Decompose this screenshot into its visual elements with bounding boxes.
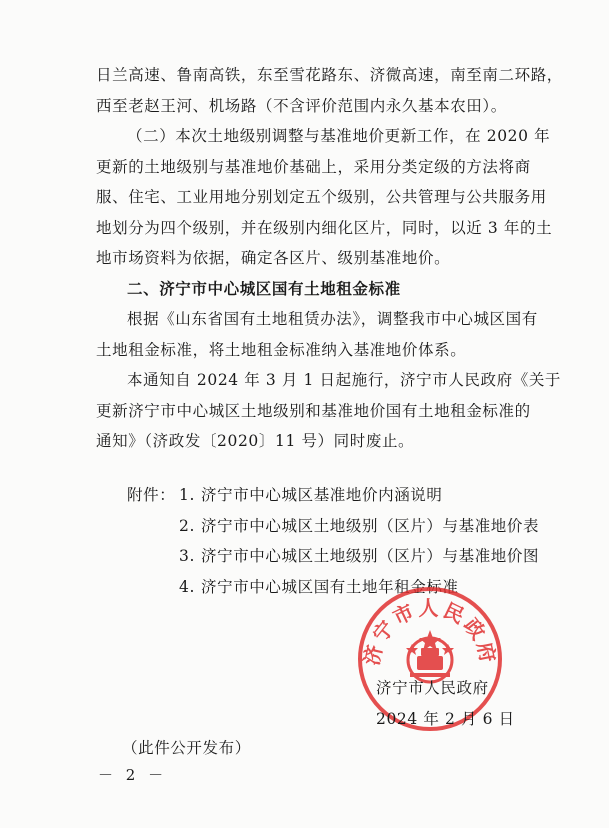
attachments-label: 附件： <box>127 486 176 504</box>
publish-note: （此件公开发布） <box>122 739 251 757</box>
text-line: 根据《山东省国有土地租赁办法》，调整我市中心城区国有 <box>127 310 538 328</box>
issuer-signature: 济宁市人民政府 <box>376 679 489 697</box>
text-line: 日兰高速、鲁南高铁，东至雪花路东、济微高速，南至南二环路， <box>96 66 563 84</box>
attachment-item <box>127 541 539 572</box>
seal-text: 济宁市人民政府 <box>359 596 501 668</box>
attachment-number: 3. <box>179 547 195 565</box>
attachment-number: 1. <box>179 486 195 504</box>
attachment-number: 4. <box>179 577 195 596</box>
paragraph-effective <box>96 365 584 457</box>
text-line: 地划分为四个级别，并在级别内细化区片，同时，以近 3 年的土 <box>96 218 553 237</box>
attachment-number: 2. <box>179 516 195 535</box>
text-line: 服、住宅、工业用地分别划定五个级别，公共管理与公共服务用 <box>96 188 547 206</box>
text-line: 西至老赵王河、机场路（不含评价范围内永久基本农田）。 <box>96 96 507 115</box>
attachment-title: 济宁市中心城区国有土地年租金标准 <box>201 577 459 596</box>
text-line: 更新济宁市中心城区土地级别和基准地价国有土地租金标准的 <box>96 401 531 420</box>
attachment-item <box>127 480 539 511</box>
text-line: 土地租金标准，将土地租金标准纳入基准地价体系。 <box>96 340 467 359</box>
text-line: 地市场资料为依据，确定各区片、级别基准地价。 <box>96 249 451 267</box>
attachment-title: 济宁市中心城区土地级别（区片）与基准地价表 <box>201 516 540 535</box>
page-number: － 2 － <box>98 766 168 784</box>
text-line: 本通知自 2024 年 3 月 1 日起施行，济宁市人民政府《关于 <box>127 371 562 389</box>
text-line: 通知》（济政发〔2020〕11 号）同时废止。 <box>96 432 415 450</box>
paragraph-method <box>96 121 584 274</box>
attachment-title: 济宁市中心城区土地级别（区片）与基准地价图 <box>201 547 540 565</box>
text-line: （二）本次土地级别调整与基准地价更新工作，在 2020 年 <box>127 127 551 145</box>
section-heading <box>96 274 584 305</box>
heading-rent-standard: 二、济宁市中心城区国有土地租金标准 <box>127 280 401 298</box>
paragraph-scope <box>96 60 584 121</box>
attachment-title: 济宁市中心城区基准地价内涵说明 <box>201 486 443 504</box>
issue-date: 2024 年 2 月 6 日 <box>376 710 515 728</box>
text-line: 更新的土地级别与基准地价基础上，采用分类定级的方法将商 <box>96 157 531 176</box>
attachment-item <box>127 511 539 542</box>
paragraph-basis <box>96 304 584 365</box>
